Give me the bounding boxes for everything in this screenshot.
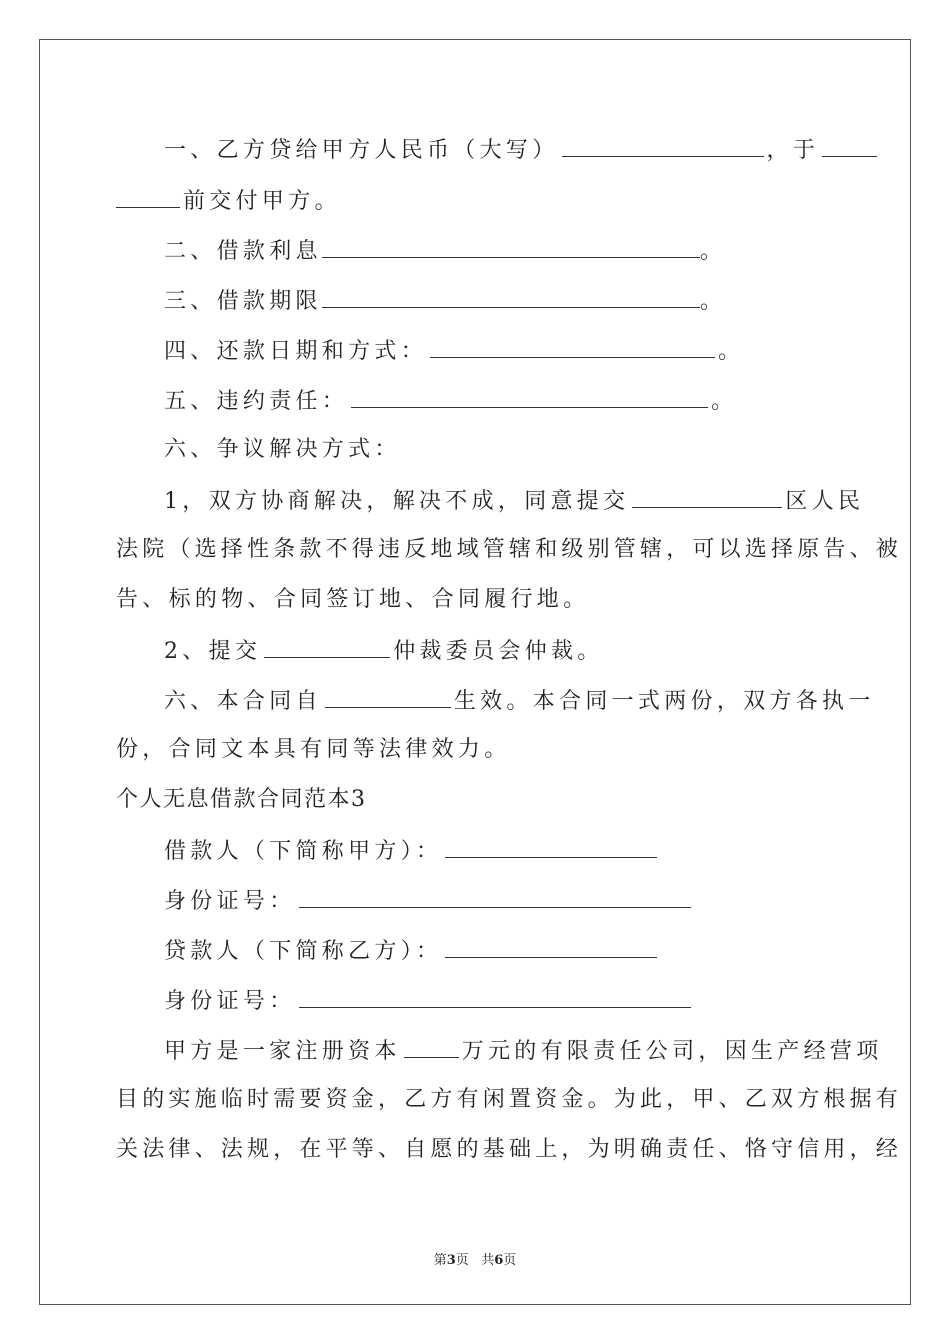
- clause-5-end: 。: [711, 389, 738, 414]
- lender-id-blank: [299, 987, 691, 1008]
- page-number: 3: [446, 1253, 456, 1268]
- clause-1-text-c: 前交付甲方。: [183, 189, 341, 214]
- clause-6-1-line-1: [164, 487, 864, 515]
- section-heading: [116, 787, 367, 813]
- page-border: [39, 39, 911, 1305]
- effective-text-c: 份，合同文本具有同等法律效力。: [116, 737, 511, 762]
- preamble-text-c: 目的实施临时需要资金，乙方有闲置资金。为此，甲、乙双方根据有: [116, 1087, 903, 1112]
- page-prefix: 第: [433, 1253, 447, 1268]
- term-blank: [322, 287, 700, 308]
- clause-4: [164, 337, 744, 365]
- clause-6-2-text: 2、提交: [164, 639, 262, 664]
- preamble-line-1: [164, 1037, 883, 1065]
- borrower-id-blank: [299, 887, 691, 908]
- liability-blank: [351, 387, 708, 408]
- capital-blank: [404, 1037, 459, 1058]
- clause-3-end: 。: [699, 289, 727, 314]
- page-suffix: 页: [455, 1253, 469, 1268]
- borrower-blank: [445, 837, 657, 858]
- total-suffix: 页: [503, 1253, 517, 1268]
- repayment-blank: [430, 337, 715, 358]
- heading-text: 个人无息借款合同范本3: [116, 787, 367, 812]
- total-prefix: 共: [481, 1253, 495, 1268]
- clause-6-1-line-2: [116, 537, 903, 563]
- clause-effective-line-2: [116, 737, 511, 763]
- effective-text-b: 生效。本合同一式两份，双方各执一: [453, 689, 875, 714]
- clause-6-2: [164, 637, 604, 665]
- clause-1-line-2: [116, 187, 341, 215]
- clause-effective-line-1: [164, 687, 875, 715]
- interest-blank: [322, 237, 700, 258]
- borrower-id-label: 身份证号：: [164, 889, 296, 914]
- lender-id-label: 身份证号：: [164, 989, 296, 1014]
- lender-id-field: [164, 987, 694, 1015]
- lender-blank: [445, 937, 657, 958]
- clause-4-end: 。: [718, 339, 745, 364]
- clause-6-1-text: 1，双方协商解决，解决不成，同意提交: [164, 489, 630, 514]
- effective-blank: [325, 687, 451, 708]
- clause-1-text-b: ，于: [766, 138, 820, 163]
- preamble-text-d: 关法律、法规，在平等、自愿的基础上，为明确责任、恪守信用，经: [116, 1137, 903, 1162]
- clause-1-text: 一、乙方贷给甲方人民币（大写）: [164, 138, 559, 163]
- page-footer: [0, 1249, 950, 1268]
- clause-2: [164, 237, 726, 265]
- clause-1-line-1: [164, 136, 880, 164]
- clause-5-label: 五、违约责任：: [164, 389, 349, 414]
- clause-5: [164, 387, 737, 415]
- clause-6-2-text-b: 仲裁委员会仲裁。: [393, 639, 604, 664]
- clause-2-end: 。: [699, 239, 727, 264]
- date-blank-b: [116, 187, 180, 208]
- borrower-field: [164, 837, 660, 865]
- lender-field: [164, 937, 660, 965]
- lender-label: 贷款人（下简称乙方）：: [164, 939, 443, 964]
- date-blank-a: [822, 136, 877, 157]
- preamble-line-2: [116, 1087, 902, 1113]
- total-pages: 6: [494, 1253, 504, 1268]
- clause-2-label: 二、借款利息: [164, 239, 322, 264]
- clause-3-label: 三、借款期限: [164, 289, 322, 314]
- borrower-label: 借款人（下简称甲方）：: [164, 839, 443, 864]
- clause-6-1-line-3: [116, 587, 589, 613]
- clause-3: [164, 287, 726, 315]
- arbitration-blank: [264, 637, 390, 658]
- court-blank: [632, 487, 782, 508]
- borrower-id-field: [164, 887, 694, 915]
- effective-text: 六、本合同自: [164, 689, 322, 714]
- amount-blank: [562, 136, 764, 157]
- clause-6: [164, 437, 401, 463]
- clause-6-1-text-b: 区人民: [785, 489, 865, 514]
- clause-6-1-text-d: 告、标的物、合同签订地、合同履行地。: [116, 587, 590, 612]
- preamble-text: 甲方是一家注册资本: [164, 1039, 401, 1064]
- clause-4-label: 四、还款日期和方式：: [164, 339, 428, 364]
- preamble-text-b: 万元的有限责任公司，因生产经营项: [461, 1039, 883, 1064]
- clause-6-1-text-c: 法院（选择性条款不得违反地域管辖和级别管辖，可以选择原告、被: [116, 537, 903, 562]
- clause-6-label: 六、争议解决方式：: [164, 437, 401, 462]
- preamble-line-3: [116, 1137, 902, 1163]
